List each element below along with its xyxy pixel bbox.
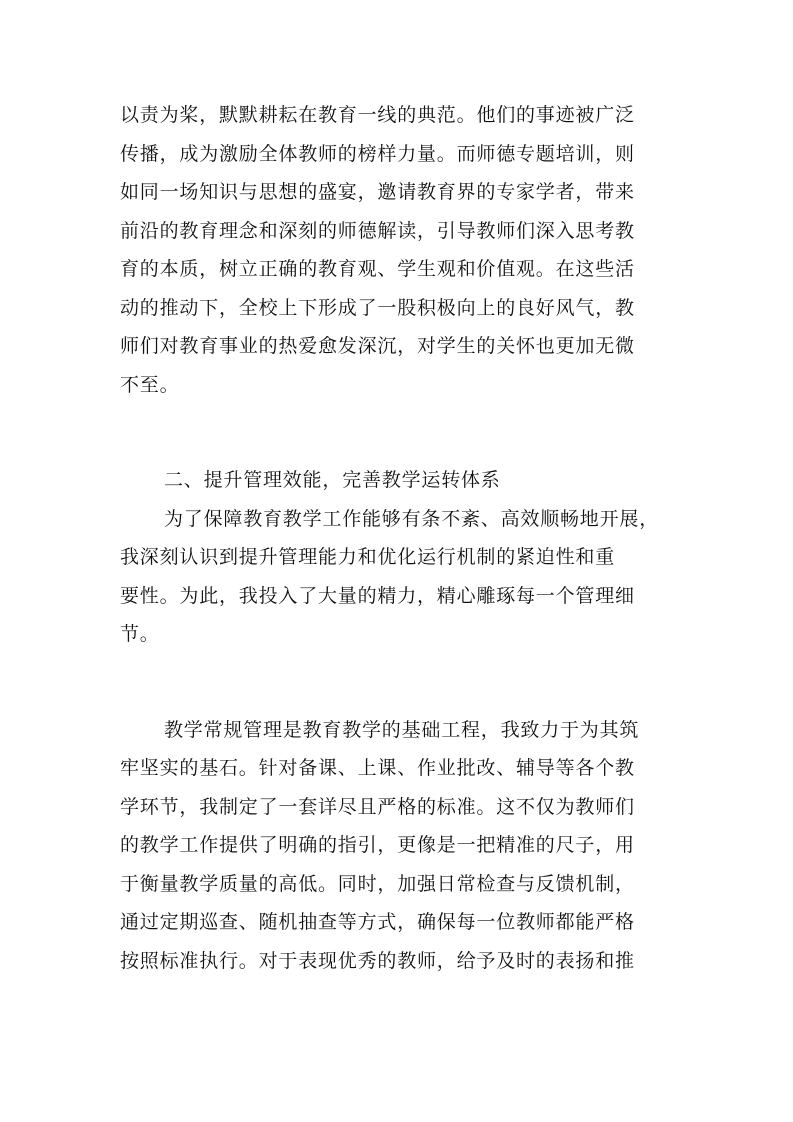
body-text-line: 前沿的教育理念和深刻的师德解读，引导教师们深入思考教 bbox=[120, 220, 635, 242]
body-text-line: 牢坚实的基石。针对备课、上课、作业批改、辅导等各个教 bbox=[120, 757, 635, 779]
body-text-line: 育的本质，树立正确的教育观、学生观和价值观。在这些活 bbox=[120, 258, 635, 280]
body-text-line: 传播，成为激励全体教师的榜样力量。而师德专题培训，则 bbox=[120, 143, 635, 165]
section-heading: 二、提升管理效能，完善教学运转体系 bbox=[164, 469, 501, 491]
body-text-line: 我深刻认识到提升管理能力和优化运行机制的紧迫性和重 bbox=[120, 546, 616, 568]
body-text-line: 教学常规管理是教育教学的基础工程，我致力于为其筑 bbox=[164, 719, 640, 741]
body-text-line: 不至。 bbox=[120, 374, 180, 396]
body-text-line: 通过定期巡查、随机抽查等方式，确保每一位教师都能严格 bbox=[120, 911, 635, 933]
body-text-line: 为了保障教育教学工作能够有条不紊、高效顺畅地开展， bbox=[164, 508, 660, 530]
body-text-line: 的教学工作提供了明确的指引，更像是一把精准的尺子，用 bbox=[120, 834, 635, 856]
body-text-line: 师们对教育事业的热爱愈发深沉，对学生的关怀也更加无微 bbox=[120, 335, 635, 357]
body-text-line: 要性。为此，我投入了大量的精力，精心雕琢每一个管理细 bbox=[120, 585, 635, 607]
body-text-line: 学环节，我制定了一套详尽且严格的标准。这不仅为教师们 bbox=[120, 796, 635, 818]
body-text-line: 以责为桨，默默耕耘在教育一线的典范。他们的事迹被广泛 bbox=[120, 104, 635, 126]
body-text-line: 节。 bbox=[120, 623, 160, 645]
body-text-line: 动的推动下，全校上下形成了一股积极向上的良好风气，教 bbox=[120, 297, 635, 319]
body-text-line: 如同一场知识与思想的盛宴，邀请教育界的专家学者，带来 bbox=[120, 181, 635, 203]
body-text-line: 于衡量教学质量的高低。同时，加强日常检查与反馈机制， bbox=[120, 873, 635, 895]
body-text-line: 按照标准执行。对于表现优秀的教师，给予及时的表扬和推 bbox=[120, 950, 635, 972]
